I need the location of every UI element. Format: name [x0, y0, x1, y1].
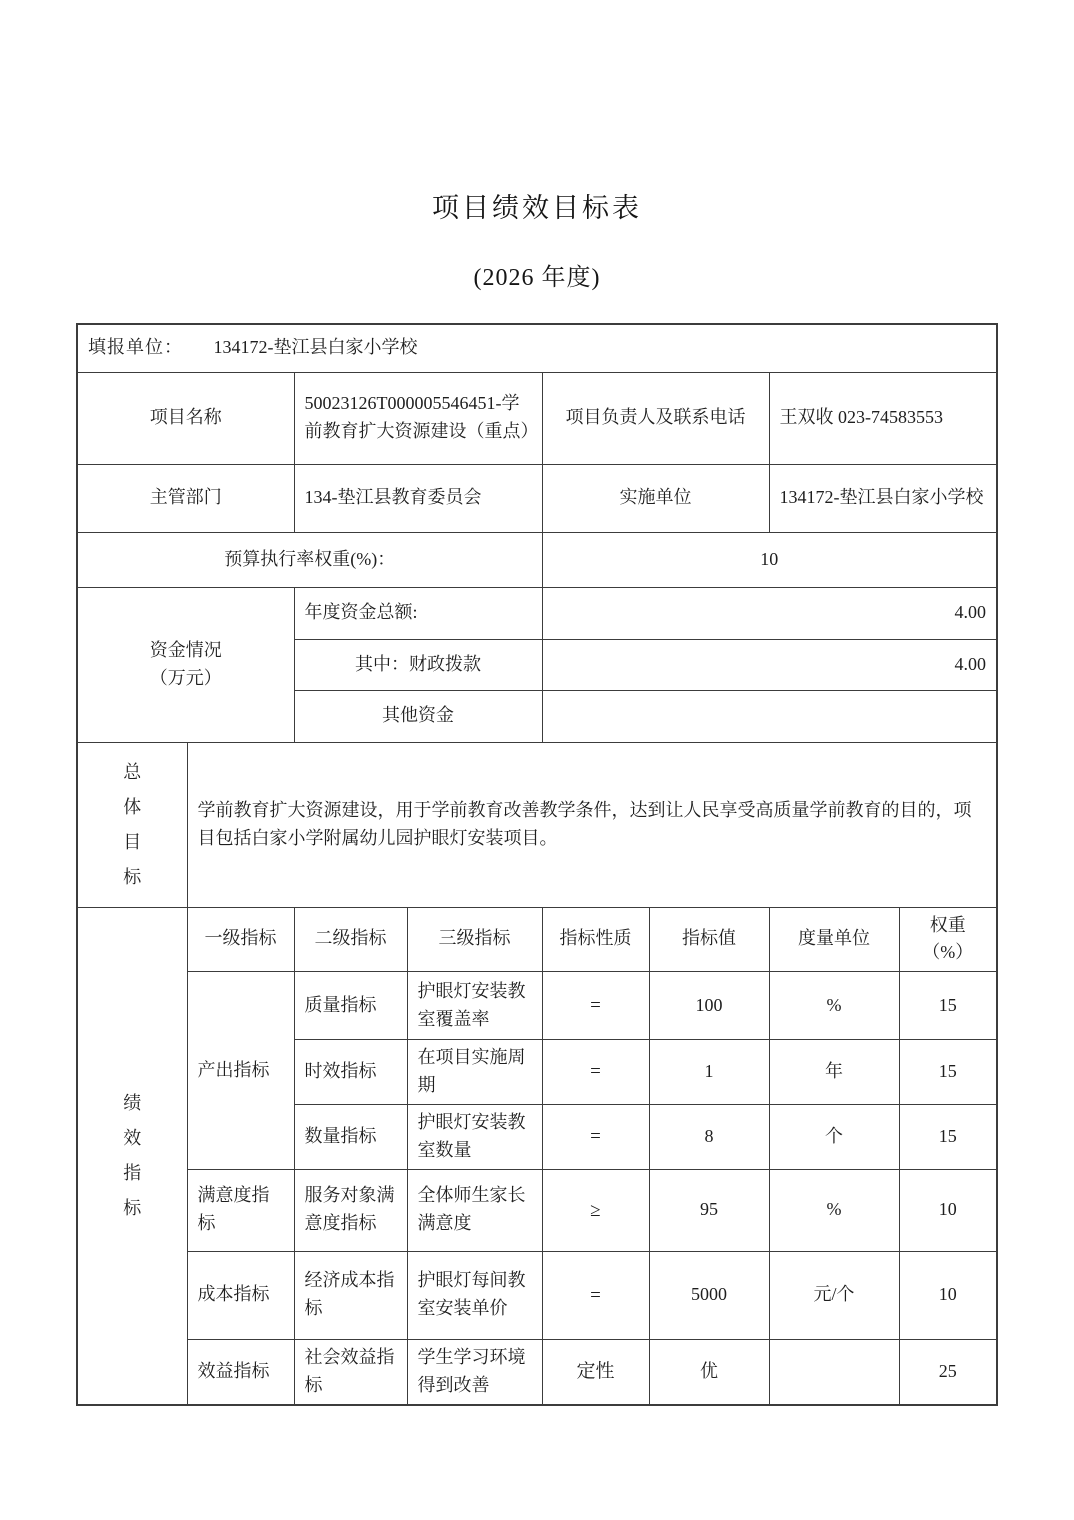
funds-other-label: 其他资金 — [294, 690, 542, 742]
indicator-l1: 效益指标 — [187, 1339, 294, 1404]
dept-label: 主管部门 — [77, 464, 294, 532]
table-row — [77, 324, 997, 372]
indicator-l2: 质量指标 — [294, 972, 407, 1040]
budget-rate-value: 10 — [542, 532, 997, 587]
indicator-value: 8 — [649, 1105, 769, 1170]
table-row — [77, 587, 997, 639]
header-level1: 一级指标 — [187, 907, 294, 972]
indicator-weight: 15 — [899, 972, 997, 1040]
filing-unit-label: 填报单位： — [88, 337, 183, 358]
indicator-nature: = — [542, 1105, 649, 1170]
indicator-unit: 年 — [769, 1040, 899, 1105]
filing-unit-value: 134172-垫江县白家小学校 — [213, 337, 418, 358]
impl-label: 实施单位 — [542, 464, 769, 532]
indicator-weight: 15 — [899, 1105, 997, 1170]
indicator-l1: 产出指标 — [187, 972, 294, 1170]
overall-goal-char: 总 — [123, 761, 142, 782]
funds-total-value: 4.00 — [542, 587, 997, 639]
indicator-weight: 10 — [899, 1169, 997, 1251]
indicator-row — [77, 972, 997, 1040]
header-unit: 度量单位 — [769, 907, 899, 972]
indicator-nature: 定性 — [542, 1339, 649, 1404]
header-nature: 指标性质 — [542, 907, 649, 972]
table-row — [77, 464, 997, 532]
funds-group-label — [77, 587, 294, 742]
indicator-l2: 社会效益指标 — [294, 1339, 407, 1404]
indicator-l1: 满意度指标 — [187, 1169, 294, 1251]
header-weight: 权重（%） — [899, 907, 997, 972]
indicator-l3: 学生学习环境得到改善 — [407, 1339, 542, 1404]
indicator-l2: 数量指标 — [294, 1105, 407, 1170]
indicator-value: 5000 — [649, 1251, 769, 1339]
indicator-weight: 10 — [899, 1251, 997, 1339]
funds-total-label: 年度资金总额: — [294, 587, 542, 639]
filing-unit-cell — [77, 324, 997, 372]
overall-goal-char: 体 — [123, 796, 142, 817]
indicator-header-row — [77, 907, 997, 972]
indicator-unit: 个 — [769, 1105, 899, 1170]
indicator-value: 100 — [649, 972, 769, 1040]
header-level2: 二级指标 — [294, 907, 407, 972]
overall-goal-label — [77, 742, 187, 907]
indicator-l2: 时效指标 — [294, 1040, 407, 1105]
page-subtitle: (2026 年度) — [473, 265, 601, 291]
indicator-row — [77, 1251, 997, 1339]
indicator-nature: ≥ — [542, 1169, 649, 1251]
indicator-l2: 经济成本指标 — [294, 1251, 407, 1339]
performance-target-table — [76, 323, 998, 1406]
project-name-label: 项目名称 — [77, 372, 294, 464]
page-title: 项目绩效目标表 — [432, 193, 642, 223]
leader-label: 项目负责人及联系电话 — [542, 372, 769, 464]
indicator-nature: = — [542, 972, 649, 1040]
indicator-weight: 15 — [899, 1040, 997, 1105]
indicators-group-char: 标 — [123, 1197, 142, 1218]
overall-goal-char: 目 — [123, 831, 142, 852]
indicator-row — [77, 1169, 997, 1251]
header-level3: 三级指标 — [407, 907, 542, 972]
table-row — [77, 372, 997, 464]
indicator-l3: 护眼灯安装教室数量 — [407, 1105, 542, 1170]
impl-value: 134172-垫江县白家小学校 — [769, 464, 997, 532]
indicator-unit — [769, 1339, 899, 1404]
indicator-l2: 服务对象满意度指标 — [294, 1169, 407, 1251]
indicator-l3: 护眼灯每间教室安装单价 — [407, 1251, 542, 1339]
indicator-nature: = — [542, 1251, 649, 1339]
indicator-l1: 成本指标 — [187, 1251, 294, 1339]
indicator-nature: = — [542, 1040, 649, 1105]
funds-other-value — [542, 690, 997, 742]
indicators-group-char: 绩 — [123, 1092, 142, 1113]
indicator-l3: 在项目实施周期 — [407, 1040, 542, 1105]
indicator-weight: 25 — [899, 1339, 997, 1404]
overall-goal-text: 学前教育扩大资源建设，用于学前教育改善教学条件，达到让人民享受高质量学前教育的目的，项目包括白家小学附属幼儿园护眼灯安装项目。 — [187, 742, 997, 907]
dept-value: 134-垫江县教育委员会 — [294, 464, 542, 532]
indicators-group-char: 效 — [123, 1127, 142, 1148]
indicator-value: 优 — [649, 1339, 769, 1404]
indicators-group-label — [77, 907, 187, 1405]
indicator-value: 95 — [649, 1169, 769, 1251]
table-row — [77, 532, 997, 587]
indicator-row — [77, 1339, 997, 1404]
project-name-value: 50023126T000005546451-学前教育扩大资源建设（重点） — [294, 372, 542, 464]
budget-rate-label: 预算执行率权重(%)： — [77, 532, 542, 587]
funds-fiscal-value: 4.00 — [542, 639, 997, 690]
leader-value: 王双收 023-74583553 — [769, 372, 997, 464]
indicator-l3: 全体师生家长满意度 — [407, 1169, 542, 1251]
indicator-value: 1 — [649, 1040, 769, 1105]
funds-group-label-line2: （万元） — [149, 667, 222, 688]
header-value: 指标值 — [649, 907, 769, 972]
funds-fiscal-label: 其中：财政拨款 — [294, 639, 542, 690]
indicator-unit: % — [769, 972, 899, 1040]
indicator-unit: % — [769, 1169, 899, 1251]
indicator-unit: 元/个 — [769, 1251, 899, 1339]
table-row — [77, 742, 997, 907]
indicator-l3: 护眼灯安装教室覆盖率 — [407, 972, 542, 1040]
funds-group-label-line1: 资金情况 — [149, 639, 222, 660]
overall-goal-char: 标 — [123, 866, 142, 887]
indicators-group-char: 指 — [123, 1162, 142, 1183]
